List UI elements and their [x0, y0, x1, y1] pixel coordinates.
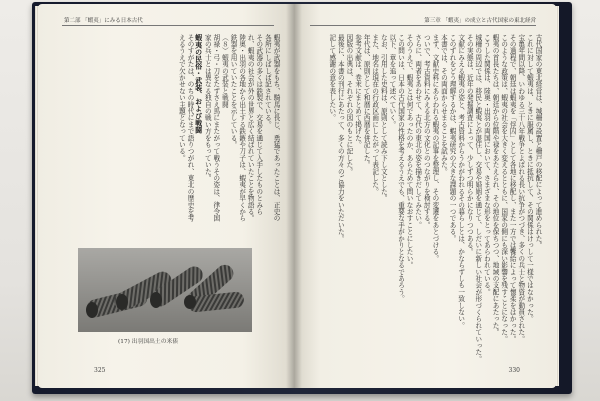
right-paragraph-23: 図版の出典は、それぞれの図のもとに記した。: [344, 34, 353, 175]
left-head-rule: [62, 25, 274, 26]
right-paragraph-20: また、地名は現在の行政区画にしたがって表記した。: [370, 34, 379, 195]
right-paragraph-21: 年代は、原則として和暦に西暦を併記した。: [362, 34, 371, 168]
book-gutter-shadow: [286, 4, 302, 388]
right-paragraph-22: 参考文献は、巻末にまとめて掲げた。: [353, 34, 362, 148]
right-paragraph-7: こうした関係は、陸奥・出羽の両国において、さまざまな形をとってあらわれている。: [482, 34, 491, 296]
right-paragraph-18: 以下、章を追って述べていく。: [387, 34, 396, 128]
right-paragraph-2: これに対して蝦夷は、ときに服属し、ときに抵抗して、その関係はけっして一様ではなかった。: [525, 34, 534, 323]
left-paragraph-3: 陸奥・出羽の各地から出土する鉄鏃や刀子は、蝦夷が早くから鉄器を用いていたことを示している。: [229, 34, 246, 222]
right-paragraph-16: そのうえで、蝦夷とは何であったのか、あらためて問いなおすことにしたい。: [405, 34, 414, 269]
left-paragraph-1: 蝦夷が武器をもち、騎馬に長じ、勇猛であったことは、正史の各所にしばしば記されている。: [263, 34, 280, 222]
rice-bale-rolls-image: [78, 248, 252, 332]
left-page-number: 325: [94, 367, 106, 374]
right-paragraph-12: 本書では、その両面からせまることを試みた。: [439, 34, 448, 175]
right-paragraph-6: 蝦夷の首長たちは、朝廷から位階や禄をあたえられ、その地位を保ちつつ、地域の支配にあたった。: [491, 34, 500, 336]
artifact-photo: [78, 248, 252, 332]
section-heading: 蝦夷の民俗・武装、および戦闘: [194, 34, 204, 134]
right-paragraph-13: まず、文献史料にあらわれる蝦夷の記事を整理し、その変遷をあとづける。: [430, 34, 439, 262]
right-paragraph-8: 城柵の周辺では、移民と蝦夷とが混住し、交易や婚姻を通じて、しだいに新しい社会が形づくられていった。: [473, 34, 482, 363]
left-paragraph-4: （８）蝦夷の武装と戦闘: [220, 34, 229, 108]
left-page: [38, 4, 294, 388]
right-paragraph-25: 記して感謝の意を表したい。: [327, 34, 336, 122]
right-running-head: 第三章 「蝦夷」の成立と古代国家の東北経営: [424, 18, 536, 24]
left-paragraph-2: その武器の多くは鉄製で、交易を通じて入手したものとみられ、蝦夷の社会が外の世界と広く結ばれていたことを物語る。: [246, 34, 263, 222]
photo-caption: (17) 出羽国出土の米俵: [118, 339, 179, 345]
left-paragraph-5: 胡禄・弓・刀をたずさえ馬にまたがって戦うその姿は、律令国家の兵士とは異なる独自の戦い方をもっていた。: [203, 34, 220, 222]
right-paragraph-4: その過程で、朝廷は蝦夷を「俘囚」として各地に移配し、また一方では饗給によって懐柔をはかった。: [508, 34, 517, 343]
right-paragraph-5: このような政策は、蝦夷の社会を大きく変えるとともに、国家の側にも深い影響を残すことになった。: [499, 34, 508, 343]
left-running-head: 第二部 「蝦夷」にみる日本古代: [64, 18, 143, 24]
right-paragraph-17: この問いは、日本の古代国家の性格を考えるうえでも、重要な手がかりとなるであろう。: [396, 34, 405, 302]
left-text-block: [112, 34, 280, 224]
right-head-rule: [310, 25, 536, 26]
right-paragraph-3: 宝亀年間以降、いわゆる三十八年戦争とよばれる長い抗争がつづき、多くの兵士と物資が動員された。: [516, 34, 525, 343]
right-paragraph-24: 最後に、本書の刊行にあたって、多くの方々のご協力をいただいた。: [336, 34, 345, 242]
right-page: [294, 4, 556, 388]
right-text-block: [308, 34, 542, 366]
right-paragraph-10: 文献にみえる蝦夷の姿と、考古資料からうかがわれるその暮らしとは、かならずしも一致しない。: [456, 34, 465, 329]
left-paragraph-7: そのすがたは、のちの時代にまで語りつがれ、東北の歴史を考えるうえで欠かせない主題となっている。: [177, 34, 195, 222]
right-paragraph-14: ついで、考古資料にみえる北方の文化とのつながりを検討する。: [422, 34, 431, 229]
right-page-number: 330: [508, 367, 520, 374]
right-paragraph-9: その実態は、近年の発掘調査によって、少しずつ明らかになりつつある。: [465, 34, 474, 256]
right-paragraph-19: なお、引用した史料は、原則として読み下し文とした。: [379, 34, 388, 202]
right-paragraph-11: このずれをどう理解するかは、蝦夷研究の大きな課題の一つである。: [448, 34, 457, 242]
right-paragraph-15: さらに、両者をあわせて、古代の東北の姿を描きだしてみたい。: [413, 34, 422, 229]
right-paragraph-1: 古代国家の東北経営は、城柵の設置と柵戸の移配によって進められた。: [534, 34, 542, 249]
